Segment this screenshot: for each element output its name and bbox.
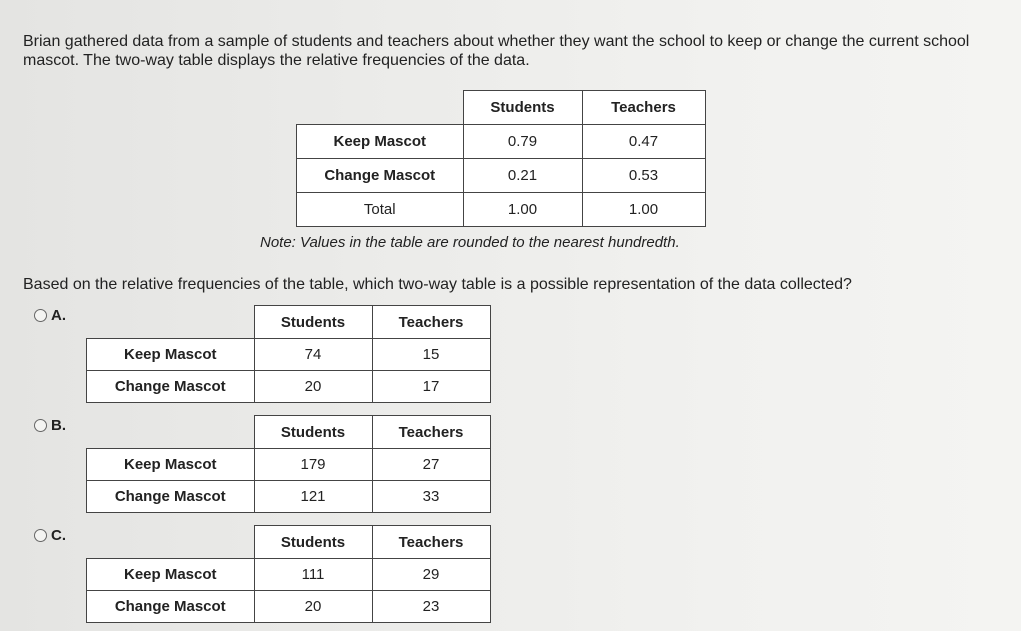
table-cell: 20 [254,371,372,403]
column-header-teachers: Teachers [372,526,490,559]
table-row [297,193,706,227]
table-row [87,371,491,403]
table-row [297,159,706,193]
table-cell: 29 [372,559,490,591]
table-cell: 111 [254,559,372,591]
table-header-row [87,416,491,449]
table-cell: 27 [372,449,490,481]
column-header-students: Students [463,91,582,125]
option-b-label[interactable]: B. [51,417,66,434]
table-cell: 0.79 [463,125,582,159]
table-cell: 0.53 [582,159,705,193]
option-b-table [86,415,491,513]
table-cell: 33 [372,481,490,513]
table-row [87,559,491,591]
table-cell: 0.47 [582,125,705,159]
table-header-row [87,526,491,559]
column-header-teachers: Teachers [372,306,490,339]
row-label-keep-mascot: Keep Mascot [87,449,255,481]
table-row [87,449,491,481]
option-c-radio[interactable] [34,529,47,542]
relative-frequency-table [296,90,706,227]
option-a-label[interactable]: A. [51,307,66,324]
table-cell: 74 [254,339,372,371]
column-header-teachers: Teachers [372,416,490,449]
row-label-keep-mascot: Keep Mascot [87,559,255,591]
table-row [87,591,491,623]
row-label-keep-mascot: Keep Mascot [87,339,255,371]
row-label-change-mascot: Change Mascot [87,481,255,513]
option-c-table [86,525,491,623]
row-label-change-mascot: Change Mascot [297,159,464,193]
row-label-total: Total [297,193,464,227]
column-header-students: Students [254,416,372,449]
table-note: Note: Values in the table are rounded to the nearest hundredth. [260,234,680,251]
option-a-table [86,305,491,403]
row-label-change-mascot: Change Mascot [87,371,255,403]
question-text: Based on the relative frequencies of the table, which two-way table is a possible representation of the data collected? [23,276,852,293]
row-label-change-mascot: Change Mascot [87,591,255,623]
table-cell: 1.00 [582,193,705,227]
table-cell: 23 [372,591,490,623]
option-a-radio[interactable] [34,309,47,322]
option-c-label[interactable]: C. [51,527,66,544]
row-label-keep-mascot: Keep Mascot [297,125,464,159]
table-cell: 179 [254,449,372,481]
table-cell: 121 [254,481,372,513]
table-row [87,481,491,513]
table-row [297,125,706,159]
column-header-students: Students [254,526,372,559]
table-cell: 0.21 [463,159,582,193]
table-cell: 1.00 [463,193,582,227]
table-cell: 17 [372,371,490,403]
table-row [87,339,491,371]
column-header-teachers: Teachers [582,91,705,125]
table-header-row [87,306,491,339]
table-cell: 15 [372,339,490,371]
problem-statement: Brian gathered data from a sample of students and teachers about whether they want the school to keep or change the current school mascot. The two-way table displays the relative frequencies of the data. [23,33,970,69]
option-b-radio[interactable] [34,419,47,432]
column-header-students: Students [254,306,372,339]
table-header-row [297,91,706,125]
table-cell: 20 [254,591,372,623]
